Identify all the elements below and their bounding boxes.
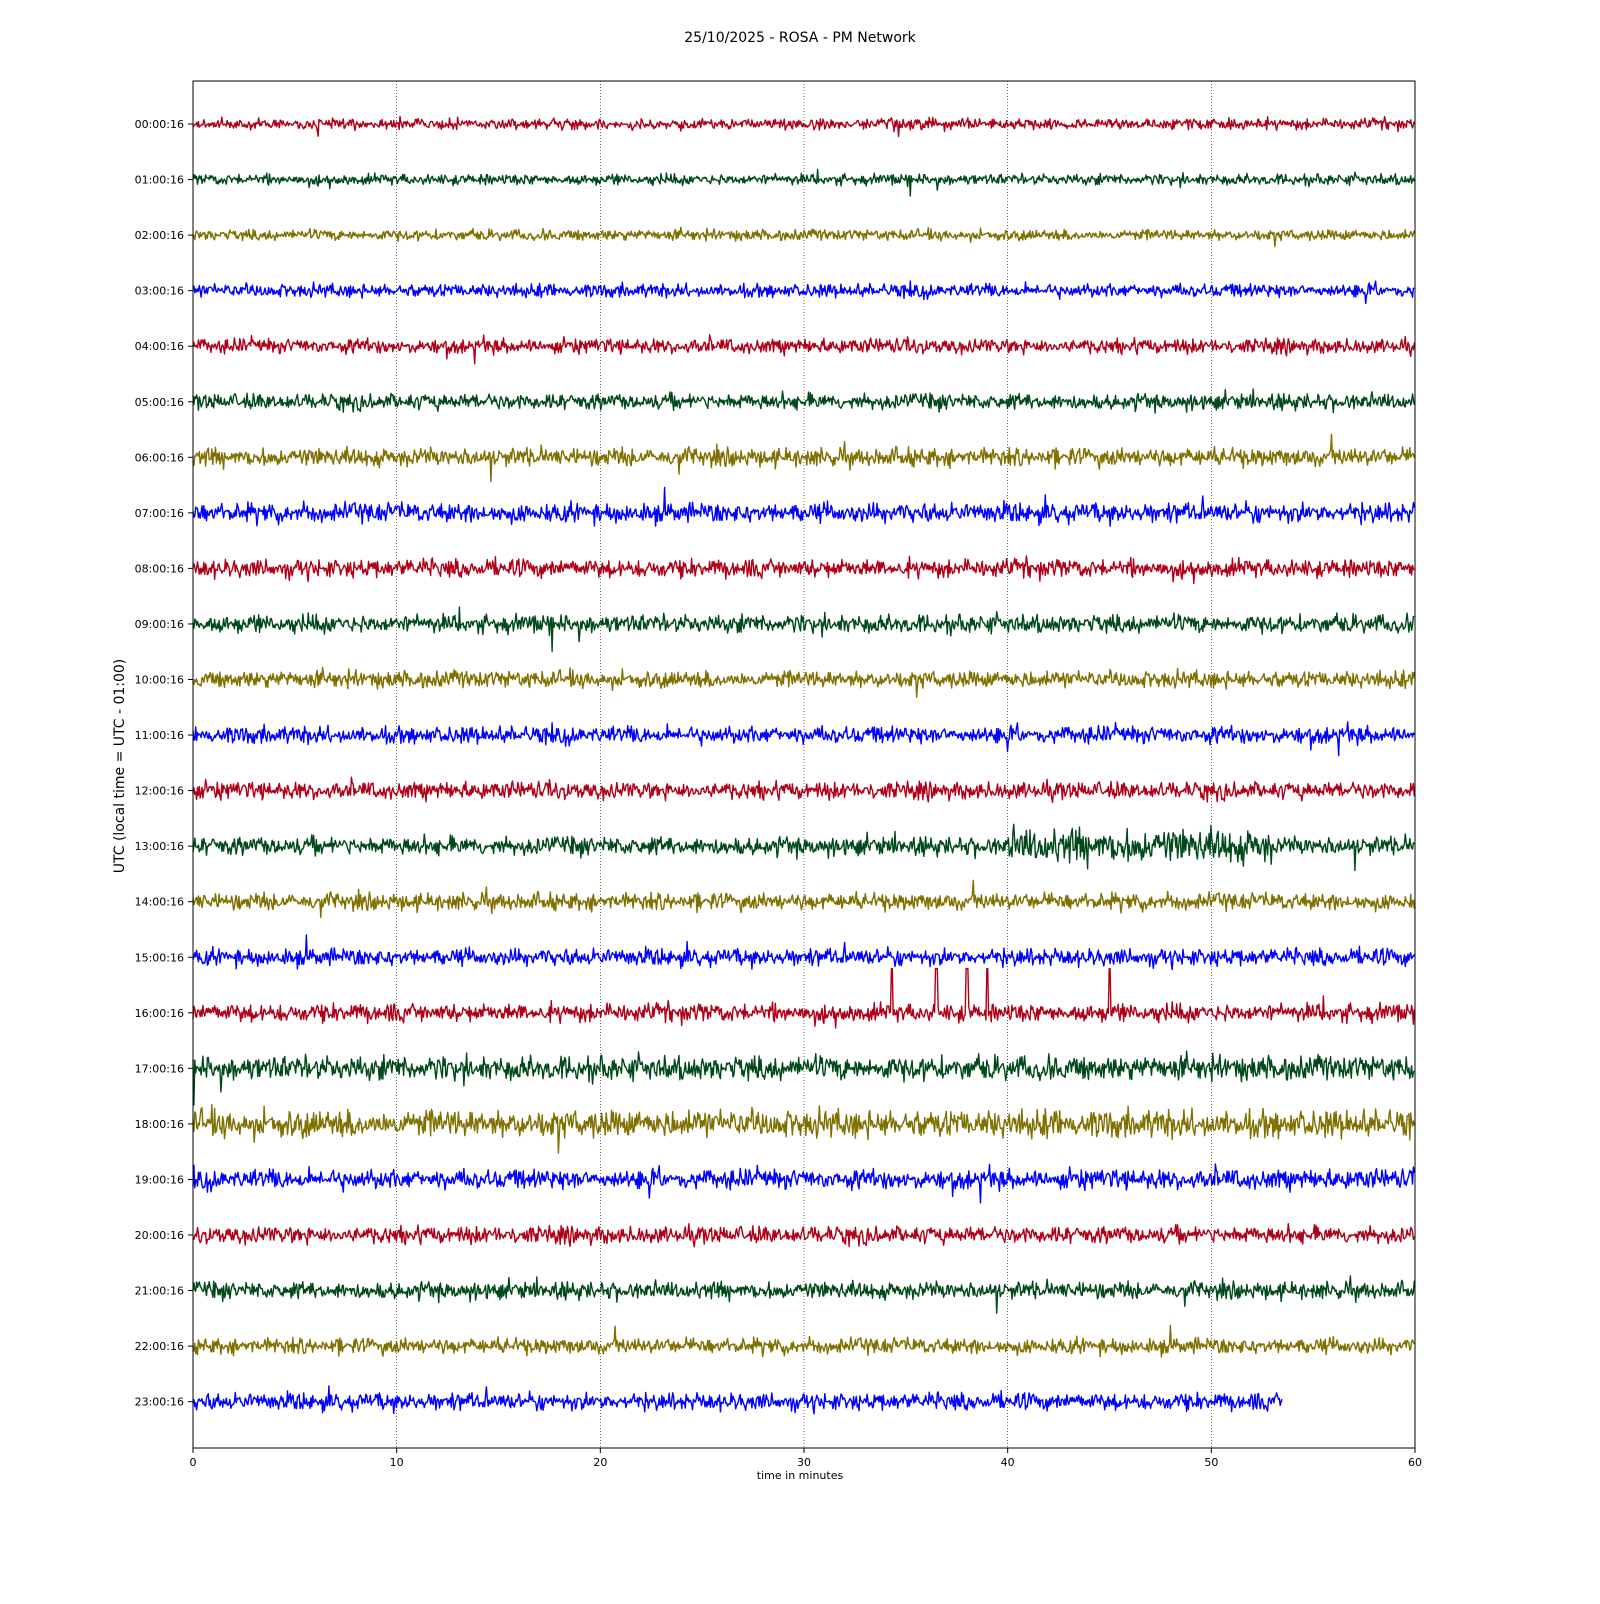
trace-00-00-16 <box>193 116 1414 136</box>
trace-12-00-16 <box>193 777 1414 802</box>
y-tick-label-15: 15:00:16 <box>134 951 184 965</box>
trace-04-00-16 <box>193 335 1414 364</box>
grid-lines <box>397 81 1212 1448</box>
y-tick-label-11: 11:00:16 <box>134 729 184 743</box>
trace-02-00-16 <box>193 227 1414 246</box>
x-tick-label-60: 60 <box>1408 1456 1422 1469</box>
trace-11-00-16 <box>193 722 1414 756</box>
axes <box>135 118 1422 1469</box>
y-tick-label-19: 19:00:16 <box>134 1173 184 1187</box>
y-tick-label-5: 05:00:16 <box>134 395 184 409</box>
y-tick-label-0: 00:00:16 <box>134 118 184 131</box>
y-tick-label-14: 14:00:16 <box>134 895 184 909</box>
chart-title: 25/10/2025 - ROSA - PM Network <box>684 30 916 46</box>
x-tick-label-10: 10 <box>389 1456 404 1469</box>
y-tick-label-4: 04:00:16 <box>134 340 184 354</box>
trace-03-00-16 <box>193 281 1414 303</box>
x-axis-label: time in minutes <box>756 1469 844 1482</box>
trace-19-00-16 <box>193 1164 1414 1203</box>
trace-06-00-16 <box>193 434 1414 481</box>
y-tick-label-3: 03:00:16 <box>134 284 184 298</box>
y-tick-label-9: 09:00:16 <box>134 617 184 631</box>
trace-23-00-16 <box>193 1386 1282 1414</box>
y-tick-label-22: 22:00:16 <box>134 1340 184 1354</box>
trace-07-00-16 <box>193 487 1414 526</box>
y-tick-label-13: 13:00:16 <box>134 840 184 854</box>
trace-22-00-16 <box>193 1325 1414 1357</box>
trace-09-00-16 <box>193 607 1414 651</box>
x-tick-label-30: 30 <box>797 1456 811 1469</box>
trace-16-00-16 <box>193 969 1414 1028</box>
y-tick-label-8: 08:00:16 <box>134 562 184 576</box>
y-tick-label-2: 02:00:16 <box>134 229 184 243</box>
x-tick-label-0: 0 <box>189 1456 197 1469</box>
trace-20-00-16 <box>193 1224 1414 1247</box>
trace-15-00-16 <box>193 935 1414 969</box>
y-tick-label-21: 21:00:16 <box>134 1284 184 1298</box>
y-tick-label-20: 20:00:16 <box>134 1229 184 1242</box>
traces <box>193 116 1414 1413</box>
trace-21-00-16 <box>193 1276 1414 1313</box>
y-tick-label-1: 01:00:16 <box>134 173 184 187</box>
trace-14-00-16 <box>193 880 1414 917</box>
y-tick-label-17: 17:00:16 <box>134 1062 184 1076</box>
trace-08-00-16 <box>193 556 1414 583</box>
y-tick-label-16: 16:00:16 <box>134 1006 184 1020</box>
y-tick-label-18: 18:00:16 <box>134 1117 184 1131</box>
trace-10-00-16 <box>193 667 1414 697</box>
trace-13-00-16 <box>193 824 1414 870</box>
x-tick-label-40: 40 <box>1000 1456 1015 1469</box>
trace-01-00-16 <box>193 170 1414 197</box>
x-tick-label-20: 20 <box>593 1456 608 1469</box>
y-tick-label-10: 10:00:16 <box>134 673 184 687</box>
y-tick-label-12: 12:00:16 <box>134 784 184 798</box>
y-axis-label: UTC (local time = UTC - 01:00) <box>112 658 128 874</box>
y-tick-label-23: 23:00:16 <box>134 1395 184 1409</box>
x-tick-label-50: 50 <box>1204 1456 1219 1469</box>
trace-18-00-16 <box>193 1105 1414 1154</box>
trace-17-00-16 <box>193 1051 1414 1105</box>
y-tick-label-6: 06:00:16 <box>134 451 184 465</box>
y-tick-label-7: 07:00:16 <box>134 506 184 520</box>
trace-05-00-16 <box>193 389 1414 413</box>
